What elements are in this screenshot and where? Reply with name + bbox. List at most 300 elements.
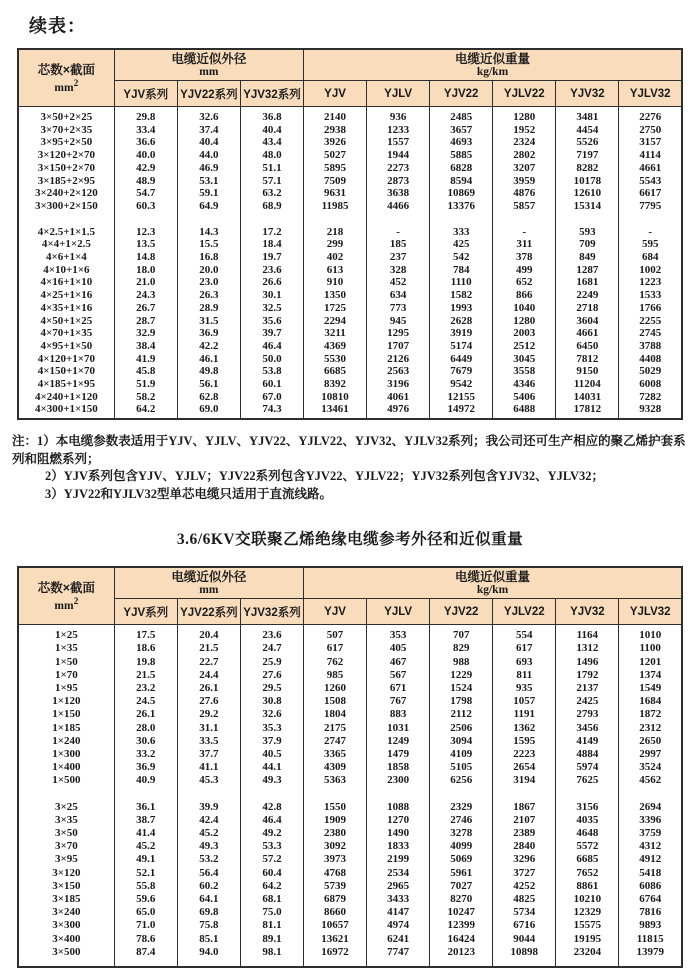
value-cell: - (619, 222, 682, 239)
table-row (18, 695, 682, 708)
value-cell: 46.4 (240, 340, 303, 353)
value-cell: 2840 (493, 840, 556, 853)
value-cell: 3196 (367, 378, 430, 391)
value-cell: 8861 (556, 880, 619, 893)
table-header (18, 567, 682, 625)
value-cell: 405 (367, 642, 430, 655)
value-cell: 12610 (556, 187, 619, 200)
value-cell: 5895 (304, 162, 367, 175)
value-cell: 7282 (619, 391, 682, 404)
cable-spec-table-1 (17, 48, 683, 420)
value-cell: 6256 (430, 774, 493, 787)
value-cell: 684 (619, 251, 682, 264)
value-cell: 6488 (493, 403, 556, 416)
value-cell: 40.5 (240, 748, 303, 761)
gap-cell (177, 788, 240, 797)
value-cell: 1057 (493, 695, 556, 708)
spec-unit-base: mm (54, 599, 74, 612)
value-cell: 21.5 (177, 642, 240, 655)
value-cell: 59.6 (114, 893, 177, 906)
od-group-unit: mm (199, 584, 219, 597)
spec-cell: 1×25 (18, 625, 114, 643)
value-cell: 593 (556, 222, 619, 239)
value-cell: 53.3 (240, 840, 303, 853)
value-cell: 27.6 (240, 669, 303, 682)
header-spec-column (18, 49, 114, 107)
table-row (18, 187, 682, 200)
value-cell: 2112 (430, 708, 493, 721)
col-yjv-series: YJV系列 (114, 81, 177, 107)
value-cell: 1490 (367, 827, 430, 840)
value-cell: 2512 (493, 340, 556, 353)
value-cell: 3092 (304, 840, 367, 853)
value-cell: 4876 (493, 187, 556, 200)
value-cell: 4974 (367, 919, 430, 932)
value-cell: 49.3 (177, 840, 240, 853)
value-cell: 709 (556, 238, 619, 251)
value-cell: 2628 (430, 315, 493, 328)
value-cell: 3657 (430, 124, 493, 137)
value-cell: 45.3 (177, 774, 240, 787)
spec-cell: 4×120+1×70 (18, 353, 114, 366)
value-cell: 2300 (367, 774, 430, 787)
value-cell: 237 (367, 251, 430, 264)
table-row (18, 656, 682, 669)
table-block-gap (18, 213, 682, 222)
spec-cell: 3×25 (18, 797, 114, 814)
value-cell: 28.7 (114, 315, 177, 328)
spec-cell: 4×50+1×25 (18, 315, 114, 328)
col-yjlv32: YJLV32 (619, 81, 682, 107)
spec-cell: 3×240 (18, 906, 114, 919)
value-cell: 3524 (619, 761, 682, 774)
value-cell: 94.0 (177, 946, 240, 959)
value-cell: 1508 (304, 695, 367, 708)
value-cell: 23.6 (240, 264, 303, 277)
value-cell: 353 (367, 625, 430, 643)
value-cell: 24.3 (114, 289, 177, 302)
od-group-title: 电缆近似外径 (171, 52, 247, 66)
value-cell: 3296 (493, 853, 556, 866)
value-cell: 20.4 (177, 625, 240, 643)
gap-cell (493, 959, 556, 967)
table2-title: 3.6/6KV交联聚乙烯绝缘电缆参考外径和近似重量 (176, 531, 524, 549)
value-cell: 64.1 (177, 893, 240, 906)
value-cell: 6450 (556, 340, 619, 353)
spec-cell: 1×35 (18, 642, 114, 655)
value-cell: 81.1 (240, 919, 303, 932)
value-cell: 4661 (619, 162, 682, 175)
value-cell: 42.9 (114, 162, 177, 175)
weight-group-unit: kg/km (476, 584, 509, 597)
value-cell: 9328 (619, 403, 682, 416)
value-cell: 1479 (367, 748, 430, 761)
value-cell: 32.6 (177, 107, 240, 124)
value-cell: 56.4 (177, 867, 240, 880)
value-cell: 2873 (367, 175, 430, 188)
value-cell: 2650 (619, 735, 682, 748)
value-cell: 634 (367, 289, 430, 302)
value-cell: 617 (304, 642, 367, 655)
value-cell: 98.1 (240, 946, 303, 959)
value-cell: 1867 (493, 797, 556, 814)
value-cell: 910 (304, 276, 367, 289)
value-cell: 883 (367, 708, 430, 721)
value-cell: 10178 (556, 175, 619, 188)
value-cell: 23.2 (114, 682, 177, 695)
value-cell: 36.9 (114, 761, 177, 774)
value-cell: 17.2 (240, 222, 303, 239)
value-cell: 23204 (556, 946, 619, 959)
value-cell: 652 (493, 276, 556, 289)
value-cell: 2175 (304, 722, 367, 735)
value-cell: 6828 (430, 162, 493, 175)
value-cell: 467 (367, 656, 430, 669)
gap-cell (367, 213, 430, 222)
value-cell: 33.4 (114, 124, 177, 137)
value-cell: 849 (556, 251, 619, 264)
value-cell: 13979 (619, 946, 682, 959)
gap-cell (556, 788, 619, 797)
value-cell: 8594 (430, 175, 493, 188)
table-row (18, 353, 682, 366)
value-cell: 14.3 (177, 222, 240, 239)
od-group-unit: mm (199, 66, 219, 78)
spec-cell: 1×120 (18, 695, 114, 708)
value-cell: 4346 (493, 378, 556, 391)
value-cell: 5363 (304, 774, 367, 787)
value-cell: 2380 (304, 827, 367, 840)
value-cell: 218 (304, 222, 367, 239)
value-cell: 3211 (304, 327, 367, 340)
spec-cell: 3×120+2×70 (18, 149, 114, 162)
value-cell: 51.1 (240, 162, 303, 175)
value-cell: 31.1 (177, 722, 240, 735)
table-row (18, 748, 682, 761)
value-cell: 3759 (619, 827, 682, 840)
value-cell: 6685 (556, 853, 619, 866)
value-cell: 26.1 (114, 708, 177, 721)
value-cell: 5734 (493, 906, 556, 919)
value-cell: 14.8 (114, 251, 177, 264)
value-cell: 49.3 (240, 774, 303, 787)
value-cell: 8392 (304, 378, 367, 391)
value-cell: 4976 (367, 403, 430, 416)
table-row (18, 880, 682, 893)
value-cell: 4312 (619, 840, 682, 853)
value-cell: 2485 (430, 107, 493, 124)
value-cell: 10898 (493, 946, 556, 959)
spec-cell: 1×150 (18, 708, 114, 721)
value-cell: 1533 (619, 289, 682, 302)
gap-cell (619, 959, 682, 967)
value-cell: 1993 (430, 302, 493, 315)
value-cell: 784 (430, 264, 493, 277)
value-cell: 7816 (619, 906, 682, 919)
value-cell: 3919 (430, 327, 493, 340)
weight-group-title: 电缆近似重量 (454, 52, 530, 66)
value-cell: 1550 (304, 797, 367, 814)
col-yjv22: YJV22 (430, 599, 493, 625)
value-cell: 1010 (619, 625, 682, 643)
col-yjv: YJV (304, 81, 367, 107)
value-cell: 6449 (430, 353, 493, 366)
table-row (18, 625, 682, 643)
value-cell: 42.2 (177, 340, 240, 353)
value-cell: 1684 (619, 695, 682, 708)
value-cell: 1582 (430, 289, 493, 302)
value-cell: 4109 (430, 748, 493, 761)
value-cell: 2107 (493, 814, 556, 827)
value-cell: 27.6 (177, 695, 240, 708)
value-cell: 5530 (304, 353, 367, 366)
value-cell: 39.7 (240, 327, 303, 340)
table-row (18, 893, 682, 906)
table-row (18, 906, 682, 919)
value-cell: 7812 (556, 353, 619, 366)
value-cell: 4466 (367, 200, 430, 213)
value-cell: 693 (493, 656, 556, 669)
value-cell: 2389 (493, 827, 556, 840)
value-cell: 3638 (367, 187, 430, 200)
table-row (18, 867, 682, 880)
spec-cell: 3×35 (18, 814, 114, 827)
value-cell: 1557 (367, 136, 430, 149)
value-cell: 9044 (493, 933, 556, 946)
value-cell: 595 (619, 238, 682, 251)
value-cell: 37.4 (177, 124, 240, 137)
value-cell: 542 (430, 251, 493, 264)
spec-unit-sup: 2 (73, 77, 79, 89)
value-cell: 3727 (493, 867, 556, 880)
value-cell: 38.4 (114, 340, 177, 353)
table-row (18, 708, 682, 721)
value-cell: 29.2 (177, 708, 240, 721)
value-cell: 5526 (556, 136, 619, 149)
value-cell: 2506 (430, 722, 493, 735)
value-cell: 69.0 (177, 403, 240, 416)
value-cell: 5406 (493, 391, 556, 404)
value-cell: 2718 (556, 302, 619, 315)
value-cell: 64.2 (114, 403, 177, 416)
col-yjv32: YJV32 (556, 599, 619, 625)
value-cell: 56.1 (177, 378, 240, 391)
value-cell: 16.8 (177, 251, 240, 264)
value-cell: 7027 (430, 880, 493, 893)
value-cell: 452 (367, 276, 430, 289)
table-row (18, 403, 682, 416)
value-cell: 14031 (556, 391, 619, 404)
table-end-gap (18, 416, 682, 419)
value-cell: 985 (304, 669, 367, 682)
table-row (18, 162, 682, 175)
value-cell: 16972 (304, 946, 367, 959)
value-cell: 6241 (367, 933, 430, 946)
value-cell: 2802 (493, 149, 556, 162)
spec-cell: 3×95+2×50 (18, 136, 114, 149)
value-cell: 3481 (556, 107, 619, 124)
value-cell: 2199 (367, 853, 430, 866)
value-cell: 29.5 (240, 682, 303, 695)
value-cell: 31.5 (177, 315, 240, 328)
value-cell: 37.7 (177, 748, 240, 761)
value-cell: 2223 (493, 748, 556, 761)
value-cell: 4035 (556, 814, 619, 827)
table-row (18, 251, 682, 264)
value-cell: 1223 (619, 276, 682, 289)
value-cell: 12399 (430, 919, 493, 932)
value-cell: 85.1 (177, 933, 240, 946)
value-cell: 14972 (430, 403, 493, 416)
value-cell: 3788 (619, 340, 682, 353)
value-cell: 44.0 (177, 149, 240, 162)
value-cell: 1707 (367, 340, 430, 353)
value-cell: 20.0 (177, 264, 240, 277)
value-cell: 19.7 (240, 251, 303, 264)
table-row (18, 264, 682, 277)
value-cell: 6716 (493, 919, 556, 932)
value-cell: 4147 (367, 906, 430, 919)
value-cell: 1858 (367, 761, 430, 774)
spec-title: 芯数×截面 (37, 62, 96, 77)
value-cell: 1725 (304, 302, 367, 315)
table-row (18, 774, 682, 787)
gap-cell (556, 959, 619, 967)
value-cell: 15.5 (177, 238, 240, 251)
value-cell: 74.3 (240, 403, 303, 416)
value-cell: 40.4 (177, 136, 240, 149)
value-cell: 17812 (556, 403, 619, 416)
value-cell: 1766 (619, 302, 682, 315)
value-cell: 9542 (430, 378, 493, 391)
value-cell: 53.1 (177, 175, 240, 188)
value-cell: 5974 (556, 761, 619, 774)
value-cell: 945 (367, 315, 430, 328)
value-cell: 3456 (556, 722, 619, 735)
value-cell: 1595 (493, 735, 556, 748)
value-cell: 6008 (619, 378, 682, 391)
col-yjlv: YJLV (367, 81, 430, 107)
value-cell: 53.2 (177, 853, 240, 866)
value-cell: 4661 (556, 327, 619, 340)
table-notes (12, 433, 690, 503)
value-cell: 38.7 (114, 814, 177, 827)
value-cell: 46.9 (177, 162, 240, 175)
gap-cell (18, 788, 114, 797)
spec-cell: 4×10+1×6 (18, 264, 114, 277)
table-row (18, 946, 682, 959)
value-cell: 4099 (430, 840, 493, 853)
cable-spec-table-2 (17, 566, 683, 968)
value-cell: 2312 (619, 722, 682, 735)
spec-cell: 1×240 (18, 735, 114, 748)
value-cell: 64.9 (177, 200, 240, 213)
col-yjv22: YJV22 (430, 81, 493, 107)
spec-cell: 1×500 (18, 774, 114, 787)
value-cell: 60.2 (177, 880, 240, 893)
value-cell: 499 (493, 264, 556, 277)
value-cell: 32.5 (240, 302, 303, 315)
value-cell: 2276 (619, 107, 682, 124)
value-cell: 30.6 (114, 735, 177, 748)
gap-cell (619, 788, 682, 797)
value-cell: 1792 (556, 669, 619, 682)
value-cell: 42.8 (240, 797, 303, 814)
note-1: 注：1）本电缆参数表适用于YJV、YJLV、YJV22、YJLV22、YJV32、YJLV32系列；我公司还可生产相应的聚乙烯护套系列和阻燃系列； (12, 434, 686, 466)
col-yjv22-series: YJV22系列 (177, 81, 240, 107)
value-cell: 3433 (367, 893, 430, 906)
value-cell: 554 (493, 625, 556, 643)
value-cell: 10657 (304, 919, 367, 932)
value-cell: 2694 (619, 797, 682, 814)
value-cell: 6685 (304, 365, 367, 378)
spec-cell: 4×16+1×10 (18, 276, 114, 289)
value-cell: 3045 (493, 353, 556, 366)
value-cell: 767 (367, 695, 430, 708)
spec-cell: 4×300+1×150 (18, 403, 114, 416)
spec-cell: 4×35+1×16 (18, 302, 114, 315)
spec-cell: 4×4+1×2.5 (18, 238, 114, 251)
value-cell: 1229 (430, 669, 493, 682)
value-cell: 2747 (304, 735, 367, 748)
table-row (18, 200, 682, 213)
value-cell: 5543 (619, 175, 682, 188)
value-cell: 22.7 (177, 656, 240, 669)
table-row (18, 315, 682, 328)
value-cell: 69.8 (177, 906, 240, 919)
value-cell: 617 (493, 642, 556, 655)
gap-cell (430, 959, 493, 967)
continued-table-label: 续表： (29, 16, 86, 36)
value-cell: 2793 (556, 708, 619, 721)
value-cell: 2140 (304, 107, 367, 124)
value-cell: 3157 (619, 136, 682, 149)
gap-cell (556, 416, 619, 419)
value-cell: 23.6 (240, 625, 303, 643)
value-cell: 1350 (304, 289, 367, 302)
value-cell: 8282 (556, 162, 619, 175)
spec-cell: 3×300 (18, 919, 114, 932)
value-cell: 6617 (619, 187, 682, 200)
value-cell: 4061 (367, 391, 430, 404)
value-cell: 40.0 (114, 149, 177, 162)
value-cell: 1312 (556, 642, 619, 655)
spec-unit-sup: 2 (73, 595, 79, 607)
value-cell: 3604 (556, 315, 619, 328)
value-cell: 829 (430, 642, 493, 655)
value-cell: 7795 (619, 200, 682, 213)
table-row (18, 840, 682, 853)
header-weight-group (304, 567, 683, 599)
value-cell: 21.0 (114, 276, 177, 289)
value-cell: 1191 (493, 708, 556, 721)
col-yjv32: YJV32 (556, 81, 619, 107)
value-cell: 6086 (619, 880, 682, 893)
value-cell: 3558 (493, 365, 556, 378)
value-cell: 60.1 (240, 378, 303, 391)
od-group-title: 电缆近似外径 (171, 570, 247, 585)
header-od-group (114, 49, 303, 81)
gap-cell (493, 788, 556, 797)
value-cell: 4768 (304, 867, 367, 880)
spec-cell: 1×185 (18, 722, 114, 735)
value-cell: 2746 (430, 814, 493, 827)
value-cell: 39.9 (177, 797, 240, 814)
gap-cell (430, 788, 493, 797)
spec-unit (19, 596, 114, 612)
table-header (18, 49, 682, 107)
value-cell: 63.2 (240, 187, 303, 200)
